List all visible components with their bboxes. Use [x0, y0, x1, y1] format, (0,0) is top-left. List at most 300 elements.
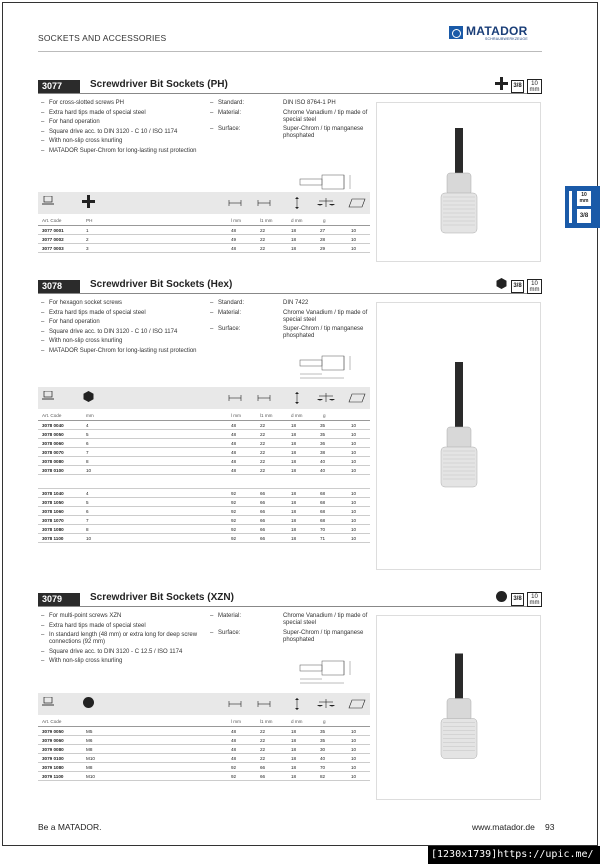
section-icons [495, 277, 542, 295]
length-value: 48 [231, 729, 237, 734]
table-row [38, 466, 370, 475]
length-value: 48 [231, 441, 237, 446]
section-title: Screwdriver Bit Sockets (PH) [90, 79, 228, 90]
drive-size-badge: 3/8 [511, 280, 524, 293]
length-value: 92 [231, 774, 237, 779]
section-code: 3078 [38, 280, 80, 293]
size-value: M5 [86, 729, 93, 734]
side-tab[interactable] [565, 186, 600, 228]
spec-key: – Material: [210, 613, 283, 627]
logo-text: MATADOR [466, 24, 528, 38]
feature-item: – For cross-slotted screws PH [41, 100, 206, 107]
feature-item: – With non-slip cross knurling [41, 658, 206, 665]
page-section-title: SOCKETS AND ACCESSORIES [38, 33, 167, 43]
feature-item: – Square drive acc. to DIN 3120 - C 10 / ISO 1174 [41, 329, 206, 336]
spec-key: – Standard: [210, 300, 283, 307]
art-code: 3079 0100 [42, 756, 64, 761]
section-header [38, 80, 542, 94]
product-table [38, 387, 370, 543]
table-row [38, 226, 370, 235]
col-d: d mm [291, 218, 303, 223]
spec-value: Chrome Vanadium / tip made of special steel [283, 613, 368, 626]
diameter-value: 18 [291, 500, 297, 505]
art-code: 3078 0070 [42, 450, 64, 455]
diameter-value: 18 [291, 423, 297, 428]
length1-value: 66 [260, 491, 266, 496]
table-row [38, 727, 370, 736]
diameter-value: 18 [291, 765, 297, 770]
pack-value: 10 [351, 491, 357, 496]
length-value: 48 [231, 228, 237, 233]
cross-icon [495, 77, 508, 95]
product-photo [376, 615, 541, 800]
feature-item: – With non-slip cross knurling [41, 338, 206, 345]
pack-value: 10 [351, 527, 357, 532]
length1-value: 66 [260, 774, 266, 779]
art-code: 3078 1070 [42, 518, 64, 523]
pack-value: 10 [351, 246, 357, 251]
size-value: 5 [86, 432, 89, 437]
section-header [38, 593, 542, 607]
section-code: 3077 [38, 80, 80, 93]
diameter-value: 18 [291, 246, 297, 251]
size-value: 8 [86, 527, 89, 532]
diameter-icon [294, 392, 300, 405]
table-header [38, 214, 370, 226]
col-d: d mm [291, 413, 303, 418]
length1-value: 22 [260, 729, 266, 734]
length-value: 92 [231, 527, 237, 532]
product-photo [376, 302, 541, 570]
feature-item: – For hexagon socket screws [41, 300, 206, 307]
size-value: 4 [86, 423, 89, 428]
feature-item: – For hand operation [41, 119, 206, 126]
spec-item [210, 326, 375, 340]
length-value: 48 [231, 432, 237, 437]
art-code: 3078 0080 [42, 459, 64, 464]
table-row [38, 235, 370, 244]
col-l1: l1 mm [260, 218, 273, 223]
circle-icon [82, 696, 95, 710]
section-title: Screwdriver Bit Sockets (Hex) [90, 279, 233, 290]
length-value: 49 [231, 237, 237, 242]
pack-value: 10 [351, 774, 357, 779]
feature-item: – For hand operation [41, 319, 206, 326]
art-code: 3078 1050 [42, 500, 64, 505]
length1-value: 22 [260, 747, 266, 752]
weight-value: 40 [320, 468, 326, 473]
spec-key: – Surface: [210, 326, 283, 340]
product-table [38, 693, 370, 781]
length-value: 48 [231, 468, 237, 473]
table-row [38, 448, 370, 457]
art-code: 3078 0100 [42, 468, 64, 473]
diameter-icon [294, 698, 300, 711]
col-l: l mm [231, 218, 241, 223]
logo-mark-icon [449, 26, 463, 39]
table-row [38, 763, 370, 772]
spec-key: – Standard: [210, 100, 283, 107]
hex-icon [82, 390, 95, 404]
feature-item: – In standard length (48 mm) or extra long for deep screw connections (92 mm) [41, 632, 206, 646]
spec-value: DIN ISO 8764-1 PH [283, 100, 336, 106]
table-gap [38, 475, 370, 489]
diameter-value: 18 [291, 450, 297, 455]
spec-value: Super-Chrom / tip manganese phosphated [283, 326, 364, 339]
length1-value: 66 [260, 765, 266, 770]
length1-value: 22 [260, 432, 266, 437]
weight-value: 35 [320, 738, 326, 743]
size-value: 10 [86, 536, 92, 541]
weight-value: 38 [320, 450, 326, 455]
length1-value: 22 [260, 228, 266, 233]
col-d: d mm [291, 719, 303, 724]
spec-item [210, 100, 375, 107]
weight-value: 40 [320, 459, 326, 464]
product-photo [376, 102, 541, 262]
length1-value: 66 [260, 527, 266, 532]
weight-value: 68 [320, 500, 326, 505]
drive-size-badge: 3/8 [511, 80, 524, 93]
size-value: M8 [86, 747, 93, 752]
size-value: 7 [86, 518, 89, 523]
pack-value: 10 [351, 432, 357, 437]
size-value: M10 [86, 756, 95, 761]
header-divider [38, 51, 542, 52]
weight-icon [317, 198, 335, 209]
table-row [38, 421, 370, 430]
art-code: 3079 0060 [42, 738, 64, 743]
weight-value: 35 [320, 432, 326, 437]
length1-value: 66 [260, 509, 266, 514]
feature-list [41, 300, 206, 357]
spec-list [210, 613, 375, 646]
pack-value: 10 [351, 509, 357, 514]
col-size: mm [86, 413, 94, 418]
feature-item: – Extra hard tips made of special steel [41, 310, 206, 317]
feature-item: – Square drive acc. to DIN 3120 - C 12.5 / ISO 1174 [41, 649, 206, 656]
art-code: 3079 1100 [42, 774, 64, 779]
length-value: 48 [231, 747, 237, 752]
page-number: 93 [545, 822, 555, 832]
spec-item [210, 630, 375, 644]
length1-value: 22 [260, 756, 266, 761]
weight-value: 27 [320, 228, 326, 233]
diameter-icon [294, 197, 300, 210]
length-icon [228, 395, 242, 402]
diameter-value: 18 [291, 747, 297, 752]
table-row [38, 498, 370, 507]
table-row [38, 430, 370, 439]
section-code: 3079 [38, 593, 80, 606]
length-value: 92 [231, 518, 237, 523]
footer-url[interactable]: www.matador.de [472, 822, 535, 832]
table-row [38, 525, 370, 534]
col-g: g [323, 413, 326, 418]
size-badge: 10 mm [527, 279, 542, 294]
art-code: 3078 0050 [42, 432, 64, 437]
length-value: 92 [231, 509, 237, 514]
art-code: 3078 1100 [42, 536, 64, 541]
circle-icon [495, 590, 508, 608]
pack-icon [348, 699, 366, 710]
col-g: g [323, 719, 326, 724]
weight-value: 70 [320, 527, 326, 532]
diameter-value: 18 [291, 228, 297, 233]
length-value: 48 [231, 423, 237, 428]
diameter-value: 18 [291, 756, 297, 761]
drive-size-badge: 3/8 [511, 593, 524, 606]
laptop-icon [42, 196, 54, 206]
product-table [38, 192, 370, 253]
size-value: 2 [86, 237, 89, 242]
section-icons [495, 590, 542, 608]
length-value: 48 [231, 738, 237, 743]
length1-value: 22 [260, 738, 266, 743]
length1-icon [257, 395, 271, 402]
size-value: M6 [86, 738, 93, 743]
pack-icon [348, 198, 366, 209]
length-value: 92 [231, 500, 237, 505]
col-l1: l1 mm [260, 719, 273, 724]
size-value: M8 [86, 765, 93, 770]
pack-value: 10 [351, 518, 357, 523]
side-tab-drive: 3/8 [577, 209, 591, 223]
diameter-value: 18 [291, 774, 297, 779]
art-code: 3078 1040 [42, 491, 64, 496]
size-value: 4 [86, 491, 89, 496]
hex-icon [495, 277, 508, 295]
pack-icon [348, 393, 366, 404]
weight-value: 36 [320, 441, 326, 446]
spec-item [210, 110, 375, 124]
diameter-value: 18 [291, 441, 297, 446]
length1-value: 66 [260, 500, 266, 505]
diameter-value: 18 [291, 468, 297, 473]
size-value: 7 [86, 450, 89, 455]
logo-subtext: SCHRAUBWERKZEUGE [485, 37, 528, 41]
weight-icon [317, 393, 335, 404]
diameter-value: 18 [291, 527, 297, 532]
table-icon-row [38, 693, 370, 715]
weight-value: 28 [320, 237, 326, 242]
diameter-value: 18 [291, 518, 297, 523]
side-tab-size: 10 mm [577, 191, 591, 206]
length1-value: 22 [260, 468, 266, 473]
size-badge: 10 mm [527, 592, 542, 607]
weight-value: 35 [320, 423, 326, 428]
section-icons [495, 77, 542, 95]
weight-value: 30 [320, 747, 326, 752]
size-badge: 10 mm [527, 79, 542, 94]
length1-value: 22 [260, 459, 266, 464]
table-row [38, 516, 370, 525]
diameter-value: 18 [291, 491, 297, 496]
length1-icon [257, 200, 271, 207]
weight-icon [317, 699, 335, 710]
pack-value: 10 [351, 729, 357, 734]
feature-item: – Extra hard tips made of special steel [41, 110, 206, 117]
size-value: 5 [86, 500, 89, 505]
art-code: 3078 1060 [42, 509, 64, 514]
size-value: 10 [86, 468, 92, 473]
screwdriver-icon [569, 191, 572, 223]
spec-key: – Surface: [210, 630, 283, 644]
length-value: 92 [231, 536, 237, 541]
length1-value: 22 [260, 246, 266, 251]
pack-value: 10 [351, 747, 357, 752]
spec-list [210, 300, 375, 343]
diameter-value: 18 [291, 459, 297, 464]
table-row [38, 244, 370, 253]
size-value: 8 [86, 459, 89, 464]
col-art-code: Art. Code [42, 719, 62, 724]
spec-value: Chrome Vanadium / tip made of special steel [283, 309, 368, 323]
table-row [38, 534, 370, 543]
spec-item [210, 613, 375, 627]
art-code: 3077 0003 [42, 246, 64, 251]
spec-key: – Material: [210, 110, 283, 124]
cross-icon [82, 195, 95, 209]
col-art-code: Art. Code [42, 413, 62, 418]
pack-value: 10 [351, 228, 357, 233]
weight-value: 40 [320, 756, 326, 761]
length-value: 48 [231, 459, 237, 464]
spec-value: Super-Chrom / tip manganese phosphated [283, 629, 364, 643]
table-row [38, 439, 370, 448]
section-title: Screwdriver Bit Sockets (XZN) [90, 592, 234, 603]
diameter-value: 18 [291, 738, 297, 743]
pack-value: 10 [351, 441, 357, 446]
spec-item [210, 310, 375, 324]
diameter-value: 18 [291, 237, 297, 242]
length1-value: 22 [260, 450, 266, 455]
spec-list [210, 100, 375, 143]
art-code: 3078 1080 [42, 527, 64, 532]
feature-item: – MATADOR Super-Chrom for long-lasting rust protection [41, 148, 206, 155]
spec-key: – Surface: [210, 126, 283, 140]
col-l: l mm [231, 413, 241, 418]
pack-value: 10 [351, 423, 357, 428]
watermark: [1230x1739]https://upic.me/ [428, 846, 600, 864]
length1-value: 22 [260, 237, 266, 242]
feature-item: – Square drive acc. to DIN 3120 - C 10 / ISO 1174 [41, 129, 206, 136]
length-icon [228, 200, 242, 207]
table-row [38, 754, 370, 763]
art-code: 3078 0060 [42, 441, 64, 446]
laptop-icon [42, 697, 54, 707]
pack-value: 10 [351, 756, 357, 761]
length1-value: 66 [260, 536, 266, 541]
weight-value: 68 [320, 491, 326, 496]
feature-item: – Extra hard tips made of special steel [41, 623, 206, 630]
feature-item: – With non-slip cross knurling [41, 138, 206, 145]
pack-value: 10 [351, 500, 357, 505]
spec-key: – Material: [210, 310, 283, 324]
length1-value: 22 [260, 441, 266, 446]
table-row [38, 489, 370, 498]
weight-value: 35 [320, 729, 326, 734]
weight-value: 71 [320, 536, 326, 541]
length-value: 48 [231, 756, 237, 761]
col-l1: l1 mm [260, 413, 273, 418]
size-value: 3 [86, 246, 89, 251]
length-icon [228, 701, 242, 708]
size-value: 6 [86, 509, 89, 514]
pack-value: 10 [351, 468, 357, 473]
spec-value: Chrome Vanadium / tip made of special steel [283, 109, 368, 123]
weight-value: 68 [320, 509, 326, 514]
weight-value: 70 [320, 765, 326, 770]
matador-logo [449, 25, 549, 43]
size-value: M10 [86, 774, 95, 779]
spec-value: Super-Chrom / tip manganese phosphated [283, 126, 364, 139]
art-code: 3079 1080 [42, 765, 64, 770]
length1-value: 22 [260, 423, 266, 428]
length1-value: 66 [260, 518, 266, 523]
col-art-code: Art. Code [42, 218, 62, 223]
spec-value: DIN 7422 [283, 300, 309, 306]
table-row [38, 736, 370, 745]
table-row [38, 507, 370, 516]
table-icon-row [38, 192, 370, 214]
feature-item: – For multi-point screws XZN [41, 613, 206, 620]
table-icon-row [38, 387, 370, 409]
art-code: 3079 0080 [42, 747, 64, 752]
pack-value: 10 [351, 738, 357, 743]
diameter-value: 18 [291, 536, 297, 541]
laptop-icon [42, 391, 54, 401]
length-value: 48 [231, 246, 237, 251]
weight-value: 29 [320, 246, 326, 251]
weight-value: 82 [320, 774, 326, 779]
diameter-value: 18 [291, 729, 297, 734]
col-g: g [323, 218, 326, 223]
feature-list [41, 100, 206, 157]
length1-icon [257, 701, 271, 708]
feature-item: – MATADOR Super-Chrom for long-lasting rust protection [41, 348, 206, 355]
art-code: 3079 0050 [42, 729, 64, 734]
weight-value: 68 [320, 518, 326, 523]
table-header [38, 715, 370, 727]
feature-list [41, 613, 206, 668]
pack-value: 10 [351, 536, 357, 541]
diameter-value: 18 [291, 509, 297, 514]
art-code: 3077 0002 [42, 237, 64, 242]
col-l: l mm [231, 719, 241, 724]
section-header [38, 280, 542, 294]
pack-value: 10 [351, 765, 357, 770]
footer-slogan: Be a MATADOR. [38, 822, 102, 832]
table-row [38, 457, 370, 466]
col-size: PH [86, 218, 93, 223]
size-value: 1 [86, 228, 89, 233]
art-code: 3078 0040 [42, 423, 64, 428]
spec-item [210, 126, 375, 140]
pack-value: 10 [351, 459, 357, 464]
spec-item [210, 300, 375, 307]
art-code: 3077 0001 [42, 228, 64, 233]
pack-value: 10 [351, 450, 357, 455]
diameter-value: 18 [291, 432, 297, 437]
table-header [38, 409, 370, 421]
size-value: 6 [86, 441, 89, 446]
table-row [38, 745, 370, 754]
length-value: 92 [231, 491, 237, 496]
length-value: 92 [231, 765, 237, 770]
length-value: 48 [231, 450, 237, 455]
table-row [38, 772, 370, 781]
